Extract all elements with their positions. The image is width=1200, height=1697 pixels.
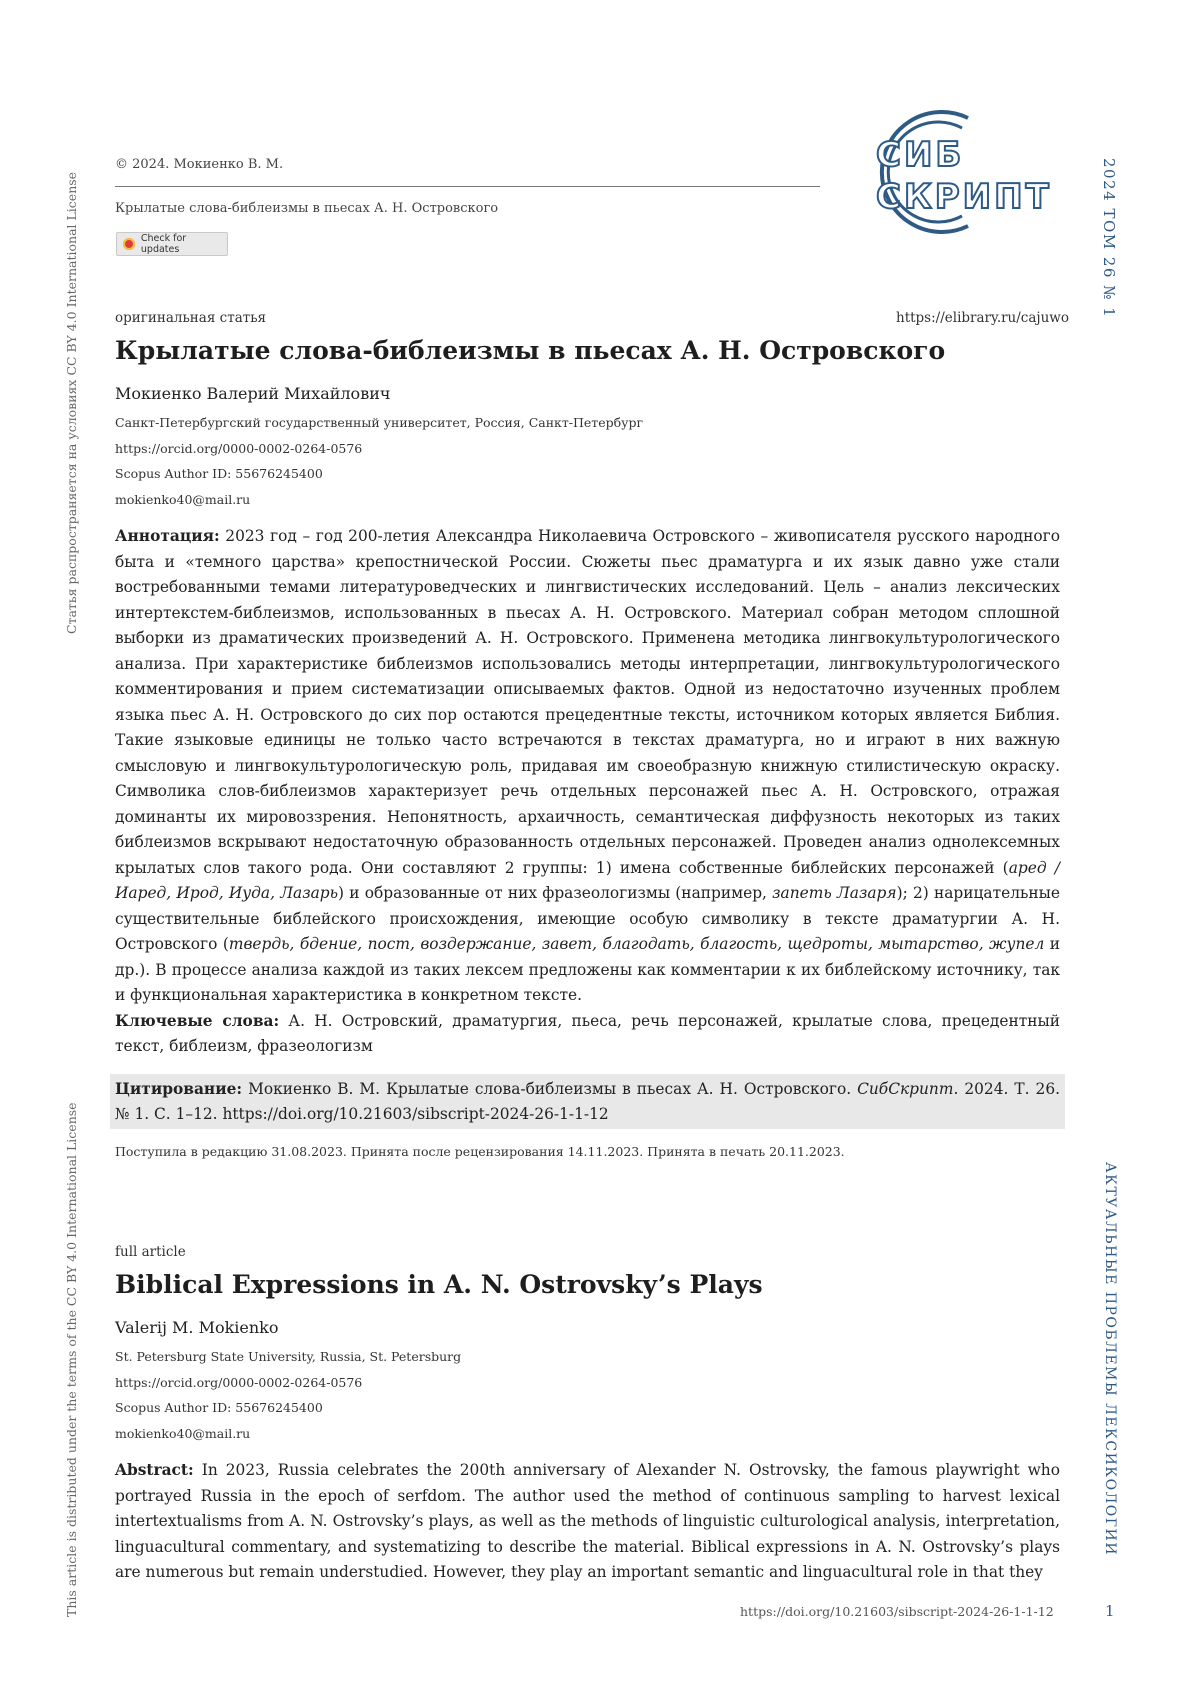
orcid-link-ru[interactable]: https://orcid.org/0000-0002-0264-0576	[115, 441, 363, 456]
article-title-en: Biblical Expressions in A. N. Ostrovsky’s Plays	[115, 1270, 763, 1299]
scopus-id-ru: Scopus Author ID: 55676245400	[115, 466, 323, 481]
abstract-italic-ru-3: твердь, бдение, пост, воздержание, завет, благодать, благость, щедроты, мытарство, жупел	[228, 935, 1045, 953]
affiliation-ru: Санкт-Петербургский государственный университет, Россия, Санкт-Петербург	[115, 415, 644, 430]
running-title: Крылатые слова-библеизмы в пьесах А. Н. Островского	[115, 201, 499, 216]
abstract-label-ru: Аннотация:	[115, 527, 220, 545]
citation-journal-ru: СибСкрипт	[857, 1080, 954, 1098]
abstract-text-ru-2: ) и образованные от них фразеологизмы (например,	[338, 884, 773, 902]
crossmark-icon	[123, 238, 135, 250]
article-title-ru: Крылатые слова-библеизмы в пьесах А. Н. Островского	[115, 336, 946, 365]
citation-ru	[115, 1077, 1060, 1127]
license-en: This article is distributed under the terms of the CC BY 4.0 International License	[64, 1102, 79, 1617]
license-ru: Статья распространяется на условиях CC BY 4.0 International License	[64, 171, 79, 634]
abstract-text-ru-1: 2023 год – год 200-летия Александра Николаевича Островского – живописателя русского народного быта и «темного царства» крепостнической России. Сюжеты пьес драматурга и их язык давно уже стали востребованными темами литературоведческих и лингвистических исследований. Цель – анализ лексических интертекстем-библеизмов, использованных в пьесах А. Н. Островского. Материал собран методом сплошной выборки из драматических произведений А. Н. Островского. Применена методика лингвокультурологического анализа. При характеристике библеизмов использовались методы интерпретации, лингвокультурологического комментирования и прием систематизации описываемых фактов. Одной из недостаточно изученных проблем языка пьес А. Н. Островского до сих пор остаются прецедентные тексты, источником которых является Библия. Такие языковые единицы не только часто встречаются в текстах драматурга, но и играют в них важную смысловую и лингвокультурологическую роль, придавая им своеобразную книжную стилистическую окраску. Символика слов-библеизмов характеризует речь отдельных персонажей пьес А. Н. Островского, отражая доминанты их мировоззрения. Непонятность, архаичность, семантическая диффузность некоторых из таких библеизмов вскрывают недостаточную образованность отдельных персонажей. Проведен анализ однолексемных крылатых слов такого рода. Они составляют 2 группы: 1) имена собственные библейских персонажей (	[115, 527, 1060, 877]
author-name-ru: Мокиенко Валерий Михайлович	[115, 384, 391, 403]
orcid-link-en[interactable]: https://orcid.org/0000-0002-0264-0576	[115, 1375, 363, 1390]
check-for-updates-label: Check for updates	[140, 233, 187, 255]
footer-doi[interactable]: https://doi.org/10.21603/sibscript-2024-26-1-1-12	[740, 1604, 1054, 1619]
submission-dates: Поступила в редакцию 31.08.2023. Принята после рецензирования 14.11.2023. Принята в печать 20.11.2023.	[115, 1144, 845, 1159]
abstract-ru	[115, 524, 1060, 1060]
email-en[interactable]: mokienko40@mail.ru	[115, 1426, 251, 1441]
section-label: АКТУАЛЬНЫЕ ПРОБЛЕМЫ ЛЕКСИКОЛОГИИ	[1102, 1162, 1118, 1556]
scopus-id-en: Scopus Author ID: 55676245400	[115, 1400, 323, 1415]
abstract-text-en: In 2023, Russia celebrates the 200th anniversary of Alexander N. Ostrovsky, the famous playwright who portrayed Russia in the epoch of serfdom. The author used the method of continuous sampling to harvest lexical intertextualisms from A. N. Ostrovsky’s plays, as well as the methods of linguistic culturological analysis, interpretation, linguacultural commentary, and systematizing to describe the material. Biblical expressions in A. N. Ostrovsky’s plays are numerous but remain understudied. However, they play an important semantic and linguacultural role in that they	[115, 1461, 1060, 1581]
abstract-en	[115, 1458, 1060, 1586]
copyright: © 2024. Мокиенко В. М.	[115, 157, 284, 172]
logo-text-bottom: СКРИПТ	[876, 177, 1052, 217]
abstract-label-en: Abstract:	[115, 1461, 194, 1479]
citation-text-ru-2: . 2024. Т. 26. № 1. С. 1–12. https://doi.org/10.21603/sibscript-2024-26-1-1-12	[115, 1080, 1060, 1123]
citation-label-ru: Цитирование:	[115, 1080, 243, 1098]
abstract-text-ru-4: и др.). В процессе анализа каждой из таких лексем предложены как комментарии к их библейскому источнику, так и функциональная характеристика в конкретном тексте.	[115, 935, 1061, 1004]
check-for-updates-button[interactable]	[116, 232, 228, 256]
affiliation-en: St. Petersburg State University, Russia, St. Petersburg	[115, 1349, 462, 1364]
page-number: 1	[1105, 1602, 1115, 1620]
abstract-italic-ru-2: запеть Лазаря	[772, 884, 897, 902]
keywords-ru: А. Н. Островский, драматургия, пьеса, речь персонажей, крылатые слова, прецедентный текст, библеизм, фразеологизм	[115, 1011, 1060, 1055]
header-divider	[115, 186, 820, 187]
article-type-en: full article	[115, 1244, 186, 1260]
citation-text-ru-1: Мокиенко В. М. Крылатые слова-библеизмы в пьесах А. Н. Островского.	[242, 1080, 858, 1098]
keywords-label-ru: Ключевые слова:	[115, 1011, 280, 1030]
abstract-text-ru-3: ); 2) нарицательные существительные библейского происхождения, имеющие особую символику в тексте драматургии А. Н. Островского (	[115, 884, 1061, 953]
volume-label: 2024 ТОМ 26 № 1	[1100, 158, 1118, 319]
abstract-italic-ru-1: аред / Иаред, Ирод, Иуда, Лазарь	[115, 858, 1060, 902]
logo-text-top: СИБ	[876, 135, 965, 175]
article-type-ru: оригинальная статья	[115, 310, 267, 326]
email-ru[interactable]: mokienko40@mail.ru	[115, 492, 251, 507]
elibrary-link[interactable]: https://elibrary.ru/cajuwo	[896, 310, 1069, 326]
sibscript-logo	[836, 104, 1076, 244]
author-name-en: Valerij M. Mokienko	[115, 1318, 279, 1337]
